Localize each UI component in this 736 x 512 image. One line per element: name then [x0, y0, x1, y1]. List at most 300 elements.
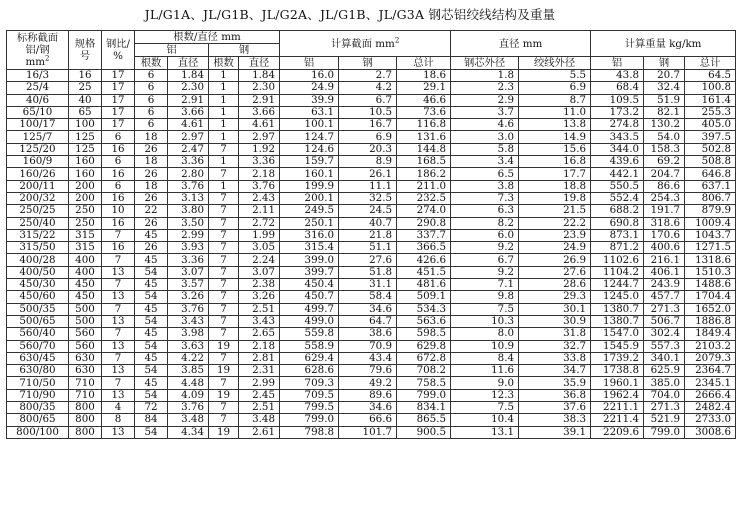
cell-weight-total: 1009.4: [685, 217, 736, 229]
cell-area-total: 366.5: [397, 242, 451, 254]
cell-strand-dia: 30.1: [519, 303, 591, 315]
cell-weight-total: 255.3: [685, 106, 736, 118]
table-row: [7, 402, 736, 414]
cell-area-total: 509.1: [397, 291, 451, 303]
cell-spec: 25: [69, 82, 102, 94]
cell-spec: 800: [69, 414, 102, 426]
cell-weight-total: 2733.0: [685, 414, 736, 426]
table-row: [7, 205, 736, 217]
cell-weight-total: 879.9: [685, 205, 736, 217]
cell-area-total: 18.6: [397, 70, 451, 82]
cell-section: 400/50: [7, 266, 69, 278]
header-strand-group: 根数/直径 mm: [135, 31, 280, 44]
cell-st-count: 19: [209, 426, 239, 438]
cell-area-st: 34.6: [339, 402, 397, 414]
header-area-al: 铝: [280, 57, 339, 70]
cell-area-total: 186.2: [397, 168, 451, 180]
cell-weight-al: 1245.0: [591, 291, 644, 303]
cell-strand-dia: 5.5: [519, 70, 591, 82]
cell-area-st: 58.4: [339, 291, 397, 303]
cell-al-diameter: 3.26: [168, 291, 209, 303]
cell-weight-st: 457.7: [644, 291, 685, 303]
cell-area-st: 16.7: [339, 119, 397, 131]
cell-weight-al: 1960.1: [591, 377, 644, 389]
cell-area-total: 73.6: [397, 106, 451, 118]
cell-weight-total: 646.8: [685, 168, 736, 180]
cell-core-dia: 3.7: [451, 106, 519, 118]
cell-weight-total: 2364.7: [685, 365, 736, 377]
cell-weight-al: 344.0: [591, 143, 644, 155]
cell-strand-dia: 37.6: [519, 402, 591, 414]
cell-spec: 200: [69, 192, 102, 204]
cell-area-total: 451.5: [397, 266, 451, 278]
cell-area-al: 100.1: [280, 119, 339, 131]
cell-st-count: 7: [209, 192, 239, 204]
cell-area-st: 26.1: [339, 168, 397, 180]
cell-al-count: 45: [135, 352, 168, 364]
cell-spec: 710: [69, 377, 102, 389]
cell-st-diameter: 3.76: [239, 180, 280, 192]
cell-area-total: 534.3: [397, 303, 451, 315]
cell-weight-total: 100.8: [685, 82, 736, 94]
cell-weight-st: 521.9: [644, 414, 685, 426]
cell-weight-al: 2209.6: [591, 426, 644, 438]
cell-al-count: 45: [135, 254, 168, 266]
cell-core-dia: 3.4: [451, 156, 519, 168]
cell-section: 160/9: [7, 156, 69, 168]
cell-area-st: 79.6: [339, 365, 397, 377]
cell-area-total: 144.8: [397, 143, 451, 155]
cell-al-count: 54: [135, 291, 168, 303]
cell-spec: 500: [69, 315, 102, 327]
header-core-dia: 钢芯外径: [451, 57, 519, 70]
cell-weight-st: 32.4: [644, 82, 685, 94]
cell-al-count: 26: [135, 143, 168, 155]
cell-spec: 560: [69, 328, 102, 340]
cell-section: 800/35: [7, 402, 69, 414]
cell-weight-al: 442.1: [591, 168, 644, 180]
cell-section: 315/22: [7, 229, 69, 241]
cell-weight-st: 385.0: [644, 377, 685, 389]
cell-weight-st: 625.9: [644, 365, 685, 377]
spec-table: [6, 30, 736, 439]
cell-al-count: 26: [135, 168, 168, 180]
cell-weight-total: 1652.0: [685, 303, 736, 315]
cell-area-st: 21.8: [339, 229, 397, 241]
cell-ratio: 6: [102, 156, 135, 168]
cell-strand-dia: 36.8: [519, 389, 591, 401]
cell-area-st: 38.6: [339, 328, 397, 340]
cell-al-diameter: 4.22: [168, 352, 209, 364]
cell-core-dia: 3.0: [451, 131, 519, 143]
cell-spec: 160: [69, 168, 102, 180]
cell-weight-st: 318.6: [644, 217, 685, 229]
table-row: [7, 414, 736, 426]
cell-core-dia: 7.5: [451, 402, 519, 414]
cell-st-count: 1: [209, 82, 239, 94]
cell-weight-st: 20.7: [644, 70, 685, 82]
cell-weight-al: 1380.7: [591, 303, 644, 315]
cell-weight-st: 130.2: [644, 119, 685, 131]
cell-st-count: 7: [209, 377, 239, 389]
cell-ratio: 7: [102, 377, 135, 389]
cell-weight-al: 2211.1: [591, 402, 644, 414]
header-ratio: 钢比/ %: [102, 31, 135, 70]
cell-area-al: 159.7: [280, 156, 339, 168]
cell-core-dia: 6.0: [451, 229, 519, 241]
table-row: [7, 328, 736, 340]
cell-st-count: 7: [209, 352, 239, 364]
cell-area-st: 66.6: [339, 414, 397, 426]
cell-al-diameter: 4.61: [168, 119, 209, 131]
cell-st-count: 7: [209, 242, 239, 254]
cell-ratio: 6: [102, 131, 135, 143]
cell-core-dia: 7.1: [451, 279, 519, 291]
cell-area-al: 499.0: [280, 315, 339, 327]
cell-al-count: 26: [135, 242, 168, 254]
cell-spec: 125: [69, 131, 102, 143]
header-dia-group: 直径 mm: [451, 31, 591, 57]
cell-st-diameter: 2.18: [239, 168, 280, 180]
cell-area-st: 11.1: [339, 180, 397, 192]
cell-al-count: 45: [135, 279, 168, 291]
cell-area-st: 24.5: [339, 205, 397, 217]
cell-section: 250/25: [7, 205, 69, 217]
cell-area-total: 116.8: [397, 119, 451, 131]
cell-area-total: 563.6: [397, 315, 451, 327]
cell-strand-dia: 26.9: [519, 254, 591, 266]
cell-weight-st: 54.0: [644, 131, 685, 143]
cell-al-diameter: 3.66: [168, 106, 209, 118]
cell-strand-dia: 6.9: [519, 82, 591, 94]
cell-strand-dia: 23.9: [519, 229, 591, 241]
cell-area-total: 900.5: [397, 426, 451, 438]
table-row: [7, 82, 736, 94]
cell-al-diameter: 3.76: [168, 180, 209, 192]
cell-al-count: 6: [135, 119, 168, 131]
header-al-diameter: 直径: [168, 57, 209, 70]
cell-st-count: 1: [209, 106, 239, 118]
cell-weight-al: 2211.4: [591, 414, 644, 426]
cell-area-al: 160.1: [280, 168, 339, 180]
table-row: [7, 340, 736, 352]
cell-section: 710/90: [7, 389, 69, 401]
cell-al-count: 18: [135, 156, 168, 168]
cell-weight-total: 502.8: [685, 143, 736, 155]
cell-weight-al: 274.8: [591, 119, 644, 131]
cell-al-count: 6: [135, 106, 168, 118]
cell-area-st: 89.6: [339, 389, 397, 401]
cell-weight-st: 506.7: [644, 315, 685, 327]
table-row: [7, 365, 736, 377]
cell-weight-total: 1510.3: [685, 266, 736, 278]
cell-weight-al: 1244.7: [591, 279, 644, 291]
cell-area-st: 51.8: [339, 266, 397, 278]
cell-section: 16/3: [7, 70, 69, 82]
cell-area-total: 799.0: [397, 389, 451, 401]
cell-al-diameter: 3.76: [168, 402, 209, 414]
table-row: [7, 279, 736, 291]
cell-al-count: 26: [135, 217, 168, 229]
cell-strand-dia: 27.6: [519, 266, 591, 278]
table-row: [7, 254, 736, 266]
cell-area-total: 481.6: [397, 279, 451, 291]
table-row: [7, 156, 736, 168]
cell-core-dia: 2.9: [451, 94, 519, 106]
cell-area-al: 799.0: [280, 414, 339, 426]
cell-weight-st: 557.3: [644, 340, 685, 352]
cell-area-st: 34.6: [339, 303, 397, 315]
cell-area-st: 6.7: [339, 94, 397, 106]
cell-section: 250/40: [7, 217, 69, 229]
cell-weight-al: 690.8: [591, 217, 644, 229]
cell-weight-al: 871.2: [591, 242, 644, 254]
cell-ratio: 17: [102, 82, 135, 94]
cell-section: 500/65: [7, 315, 69, 327]
cell-st-count: 7: [209, 143, 239, 155]
cell-area-al: 499.7: [280, 303, 339, 315]
cell-al-count: 6: [135, 70, 168, 82]
cell-core-dia: 8.4: [451, 352, 519, 364]
cell-strand-dia: 21.5: [519, 205, 591, 217]
cell-al-diameter: 3.57: [168, 279, 209, 291]
cell-core-dia: 12.3: [451, 389, 519, 401]
cell-spec: 16: [69, 70, 102, 82]
cell-weight-total: 2345.1: [685, 377, 736, 389]
cell-al-count: 6: [135, 94, 168, 106]
header-aluminum: 铝: [135, 44, 209, 57]
cell-area-al: 629.4: [280, 352, 339, 364]
cell-strand-dia: 11.0: [519, 106, 591, 118]
cell-strand-dia: 39.1: [519, 426, 591, 438]
cell-st-diameter: 2.97: [239, 131, 280, 143]
cell-st-diameter: 3.66: [239, 106, 280, 118]
cell-al-diameter: 2.91: [168, 94, 209, 106]
cell-weight-total: 1488.6: [685, 279, 736, 291]
cell-strand-dia: 15.6: [519, 143, 591, 155]
cell-st-count: 19: [209, 340, 239, 352]
cell-weight-total: 1318.6: [685, 254, 736, 266]
cell-st-diameter: 3.05: [239, 242, 280, 254]
cell-area-total: 211.0: [397, 180, 451, 192]
cell-weight-al: 109.5: [591, 94, 644, 106]
cell-spec: 450: [69, 279, 102, 291]
cell-st-diameter: 3.26: [239, 291, 280, 303]
cell-section: 160/26: [7, 168, 69, 180]
cell-weight-st: 799.0: [644, 426, 685, 438]
cell-st-count: 19: [209, 365, 239, 377]
cell-st-diameter: 1.92: [239, 143, 280, 155]
cell-spec: 500: [69, 303, 102, 315]
cell-st-diameter: 3.36: [239, 156, 280, 168]
cell-weight-al: 1962.4: [591, 389, 644, 401]
cell-al-count: 45: [135, 303, 168, 315]
cell-weight-total: 397.5: [685, 131, 736, 143]
cell-st-count: 7: [209, 254, 239, 266]
cell-ratio: 17: [102, 94, 135, 106]
cell-area-st: 32.5: [339, 192, 397, 204]
table-row: [7, 229, 736, 241]
cell-st-count: 1: [209, 156, 239, 168]
table-row: [7, 192, 736, 204]
cell-ratio: 7: [102, 328, 135, 340]
cell-area-al: 63.1: [280, 106, 339, 118]
cell-area-al: 399.7: [280, 266, 339, 278]
cell-st-count: 7: [209, 229, 239, 241]
cell-weight-total: 1886.8: [685, 315, 736, 327]
cell-area-total: 629.8: [397, 340, 451, 352]
cell-st-diameter: 2.65: [239, 328, 280, 340]
cell-ratio: 13: [102, 365, 135, 377]
cell-section: 450/60: [7, 291, 69, 303]
cell-weight-al: 550.5: [591, 180, 644, 192]
cell-weight-total: 1849.4: [685, 328, 736, 340]
cell-section: 630/80: [7, 365, 69, 377]
cell-st-diameter: 1.99: [239, 229, 280, 241]
cell-weight-al: 1547.0: [591, 328, 644, 340]
cell-area-total: 426.6: [397, 254, 451, 266]
cell-weight-al: 1738.8: [591, 365, 644, 377]
header-weight-st: 钢: [644, 57, 685, 70]
cell-spec: 710: [69, 389, 102, 401]
cell-weight-st: 271.3: [644, 303, 685, 315]
header-weight-total: 总计: [685, 57, 736, 70]
cell-al-diameter: 3.93: [168, 242, 209, 254]
table-row: [7, 266, 736, 278]
cell-weight-st: 86.6: [644, 180, 685, 192]
cell-al-diameter: 3.36: [168, 156, 209, 168]
cell-section: 125/7: [7, 131, 69, 143]
cell-section: 100/17: [7, 119, 69, 131]
cell-al-diameter: 3.76: [168, 303, 209, 315]
cell-core-dia: 5.8: [451, 143, 519, 155]
cell-core-dia: 9.2: [451, 266, 519, 278]
cell-st-diameter: 2.51: [239, 402, 280, 414]
cell-area-total: 708.2: [397, 365, 451, 377]
cell-ratio: 7: [102, 279, 135, 291]
cell-area-st: 43.4: [339, 352, 397, 364]
cell-section: 710/50: [7, 377, 69, 389]
cell-al-diameter: 2.99: [168, 229, 209, 241]
cell-core-dia: 10.4: [451, 414, 519, 426]
cell-al-count: 54: [135, 426, 168, 438]
table-row: [7, 303, 736, 315]
cell-spec: 315: [69, 242, 102, 254]
cell-st-count: 7: [209, 217, 239, 229]
header-st-count: 根数: [209, 57, 239, 70]
cell-area-total: 758.5: [397, 377, 451, 389]
cell-al-count: 18: [135, 131, 168, 143]
table-row: [7, 426, 736, 438]
cell-spec: 800: [69, 402, 102, 414]
cell-area-total: 131.6: [397, 131, 451, 143]
cell-area-st: 101.7: [339, 426, 397, 438]
cell-weight-al: 1545.9: [591, 340, 644, 352]
table-row: [7, 291, 736, 303]
cell-area-total: 29.1: [397, 82, 451, 94]
cell-weight-total: 1704.4: [685, 291, 736, 303]
cell-spec: 200: [69, 180, 102, 192]
table-row: [7, 242, 736, 254]
cell-area-st: 40.7: [339, 217, 397, 229]
cell-st-count: 7: [209, 303, 239, 315]
cell-strand-dia: 8.7: [519, 94, 591, 106]
cell-al-count: 26: [135, 192, 168, 204]
cell-area-al: 16.0: [280, 70, 339, 82]
cell-weight-total: 3008.6: [685, 426, 736, 438]
cell-weight-al: 1380.7: [591, 315, 644, 327]
cell-area-st: 8.9: [339, 156, 397, 168]
cell-strand-dia: 33.8: [519, 352, 591, 364]
cell-st-diameter: 2.51: [239, 303, 280, 315]
cell-ratio: 17: [102, 70, 135, 82]
cell-weight-st: 254.3: [644, 192, 685, 204]
cell-ratio: 13: [102, 315, 135, 327]
cell-st-diameter: 2.18: [239, 340, 280, 352]
header-steel: 钢: [209, 44, 280, 57]
cell-ratio: 8: [102, 414, 135, 426]
cell-area-total: 337.7: [397, 229, 451, 241]
cell-core-dia: 8.2: [451, 217, 519, 229]
cell-section: 315/50: [7, 242, 69, 254]
cell-weight-st: 158.3: [644, 143, 685, 155]
cell-weight-st: 704.0: [644, 389, 685, 401]
cell-st-diameter: 2.99: [239, 377, 280, 389]
cell-weight-al: 873.1: [591, 229, 644, 241]
cell-ratio: 16: [102, 143, 135, 155]
cell-core-dia: 9.2: [451, 242, 519, 254]
cell-area-st: 31.1: [339, 279, 397, 291]
cell-weight-st: 51.9: [644, 94, 685, 106]
cell-area-al: 709.3: [280, 377, 339, 389]
cell-strand-dia: 17.7: [519, 168, 591, 180]
cell-st-count: 7: [209, 414, 239, 426]
cell-area-st: 64.7: [339, 315, 397, 327]
cell-st-diameter: 2.24: [239, 254, 280, 266]
cell-ratio: 13: [102, 426, 135, 438]
cell-st-diameter: 2.30: [239, 82, 280, 94]
cell-area-st: 51.1: [339, 242, 397, 254]
cell-ratio: 7: [102, 303, 135, 315]
cell-area-al: 799.5: [280, 402, 339, 414]
cell-core-dia: 6.5: [451, 168, 519, 180]
cell-al-count: 45: [135, 328, 168, 340]
cell-al-diameter: 4.09: [168, 389, 209, 401]
cell-st-count: 7: [209, 205, 239, 217]
cell-core-dia: 13.1: [451, 426, 519, 438]
cell-area-al: 39.9: [280, 94, 339, 106]
cell-al-count: 22: [135, 205, 168, 217]
cell-al-diameter: 3.43: [168, 315, 209, 327]
cell-area-al: 399.0: [280, 254, 339, 266]
header-spec: 规格 号: [69, 31, 102, 70]
cell-al-count: 54: [135, 315, 168, 327]
cell-ratio: 10: [102, 205, 135, 217]
cell-al-count: 45: [135, 377, 168, 389]
cell-area-st: 27.6: [339, 254, 397, 266]
cell-core-dia: 7.3: [451, 192, 519, 204]
cell-section: 125/20: [7, 143, 69, 155]
cell-st-count: 1: [209, 131, 239, 143]
cell-ratio: 16: [102, 168, 135, 180]
cell-area-al: 24.9: [280, 82, 339, 94]
cell-al-count: 54: [135, 389, 168, 401]
header-area-st: 钢: [339, 57, 397, 70]
cell-al-count: 45: [135, 229, 168, 241]
cell-spec: 250: [69, 205, 102, 217]
cell-st-count: 7: [209, 168, 239, 180]
cell-spec: 100: [69, 119, 102, 131]
